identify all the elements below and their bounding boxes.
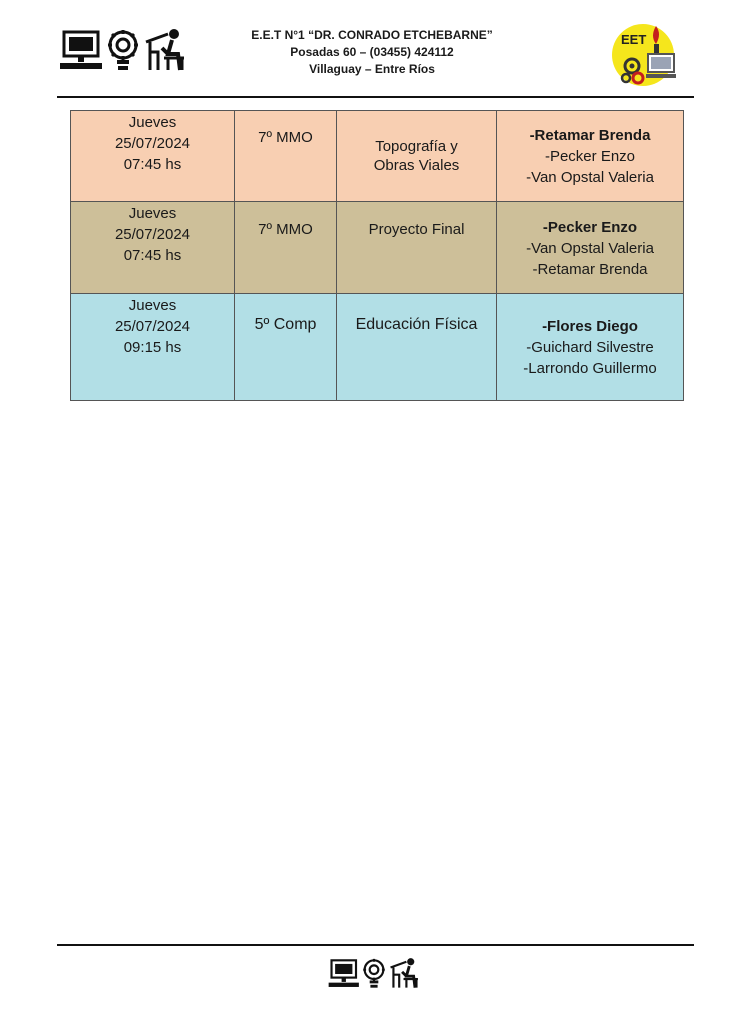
drafting-desk-icon xyxy=(391,958,418,988)
school-address: Posadas 60 – (03455) 424112 xyxy=(290,45,454,59)
examiner: -Pecker Enzo xyxy=(544,148,636,165)
examiners-cell xyxy=(497,111,684,202)
course-cell: 7º MMO xyxy=(235,111,337,202)
school-name: E.E.T N°1 “DR. CONRADO ETCHEBARNE” xyxy=(251,28,493,42)
lead-examiner: -Retamar Brenda xyxy=(529,127,651,144)
lightbulb-gear-icon xyxy=(108,30,138,70)
day-label: Jueves xyxy=(128,297,177,314)
course-cell: 7º MMO xyxy=(235,202,337,294)
examiners-cell xyxy=(497,202,684,294)
header-icons xyxy=(58,26,188,76)
date-label: 25/07/2024 xyxy=(114,226,191,243)
school-logo xyxy=(610,22,680,88)
date-label: 25/07/2024 xyxy=(114,135,191,152)
table-row xyxy=(71,202,684,294)
subject-cell xyxy=(337,202,497,294)
date-cell xyxy=(71,294,235,401)
computer-icon xyxy=(329,960,359,987)
subject-line: Educación Física xyxy=(355,316,478,333)
day-label: Jueves xyxy=(128,205,177,222)
footer-divider xyxy=(57,944,694,946)
course-cell: 5º Comp xyxy=(235,294,337,401)
lightbulb-gear-icon xyxy=(363,959,385,988)
examiner: -Van Opstal Valeria xyxy=(526,239,654,257)
examiner: -Larrondo Guillermo xyxy=(523,359,657,377)
header-divider xyxy=(57,96,694,98)
exam-schedule-table xyxy=(70,110,684,401)
computer-icon xyxy=(60,32,102,69)
examiner: -Van Opstal Valeria xyxy=(526,169,654,186)
time-label: 07:45 hs xyxy=(123,156,182,173)
lead-examiner: -Pecker Enzo xyxy=(542,218,638,236)
time-label: 09:15 hs xyxy=(123,339,182,356)
examiner: -Retamar Brenda xyxy=(532,260,648,278)
school-city: Villaguay – Entre Ríos xyxy=(309,62,435,76)
lead-examiner: -Flores Diego xyxy=(542,317,638,335)
school-header xyxy=(232,27,512,78)
date-cell xyxy=(71,111,235,202)
subject-cell xyxy=(337,294,497,401)
date-label: 25/07/2024 xyxy=(114,318,191,335)
table-row xyxy=(71,111,684,202)
subject-line: Proyecto Final xyxy=(368,221,465,238)
subject-line: Topografía y xyxy=(375,138,458,155)
drafting-desk-icon xyxy=(146,29,184,70)
time-label: 07:45 hs xyxy=(123,247,182,264)
examiner: -Guichard Silvestre xyxy=(526,338,654,356)
logo-text: EET xyxy=(621,32,647,47)
examiners-cell xyxy=(497,294,684,401)
date-cell xyxy=(71,202,235,294)
table-row xyxy=(71,294,684,401)
subject-line: Obras Viales xyxy=(373,157,460,174)
subject-cell xyxy=(337,111,497,202)
day-label: Jueves xyxy=(128,114,177,131)
footer-icons xyxy=(322,956,426,992)
